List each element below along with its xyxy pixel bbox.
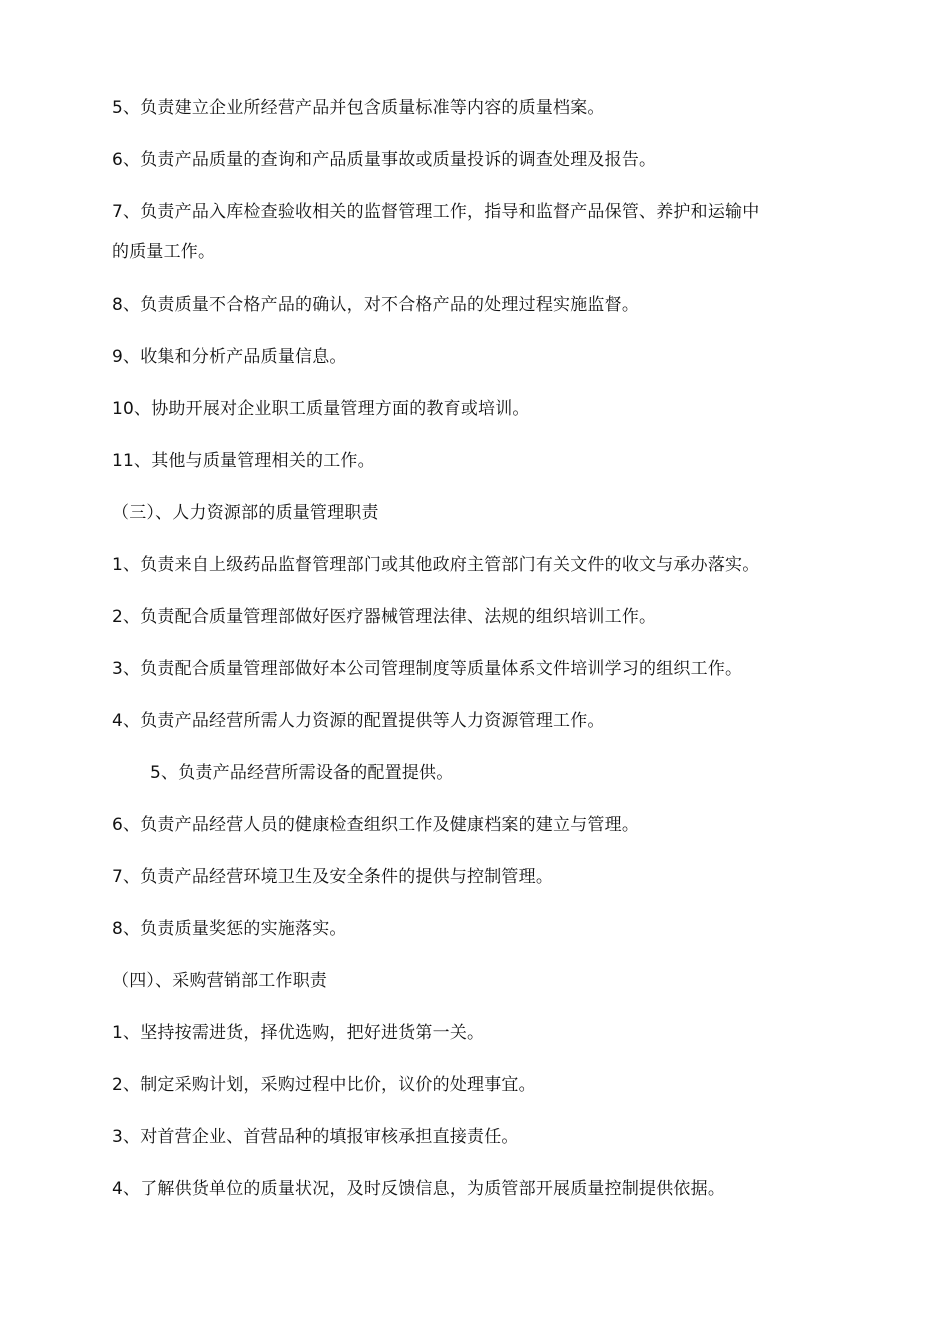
section-heading: （四）、采购营销部工作职责: [112, 971, 328, 991]
text-line: 4、了解供货单位的质量状况，及时反馈信息，为质管部开展质量控制提供依据。: [112, 1179, 726, 1199]
text-line: 2、制定采购计划，采购过程中比价，议价的处理事宜。: [112, 1075, 536, 1095]
text-line: 的质量工作。: [112, 242, 216, 262]
text-line: 5、负责建立企业所经营产品并包含质量标准等内容的质量档案。: [112, 98, 605, 118]
section-heading: （三）、人力资源部的质量管理职责: [112, 503, 379, 523]
text-line: 1、负责来自上级药品监督管理部门或其他政府主管部门有关文件的收文与承办落实。: [112, 555, 760, 575]
text-line: 3、负责配合质量管理部做好本公司管理制度等质量体系文件培训学习的组织工作。: [112, 659, 743, 679]
text-line: 6、负责产品经营人员的健康检查组织工作及健康档案的建立与管理。: [112, 815, 640, 835]
text-line: 2、负责配合质量管理部做好医疗器械管理法律、法规的组织培训工作。: [112, 607, 657, 627]
text-line: 3、对首营企业、首营品种的填报审核承担直接责任。: [112, 1127, 519, 1147]
text-line: 6、负责产品质量的查询和产品质量事故或质量投诉的调查处理及报告。: [112, 150, 657, 170]
text-line: 4、负责产品经营所需人力资源的配置提供等人力资源管理工作。: [112, 711, 605, 731]
text-line: 10、协助开展对企业职工质量管理方面的教育或培训。: [112, 399, 530, 419]
text-line: 1、坚持按需进货，择优选购，把好进货第一关。: [112, 1023, 485, 1043]
text-line: 8、负责质量不合格产品的确认，对不合格产品的处理过程实施监督。: [112, 295, 640, 315]
text-line: 5、负责产品经营所需设备的配置提供。: [150, 763, 454, 783]
text-line: 11、其他与质量管理相关的工作。: [112, 451, 375, 471]
text-line: 8、负责质量奖惩的实施落实。: [112, 919, 347, 939]
text-line: 9、收集和分析产品质量信息。: [112, 347, 347, 367]
text-line: 7、负责产品入库检查验收相关的监督管理工作，指导和监督产品保管、养护和运输中: [112, 202, 760, 222]
text-line: 7、负责产品经营环境卫生及安全条件的提供与控制管理。: [112, 867, 554, 887]
